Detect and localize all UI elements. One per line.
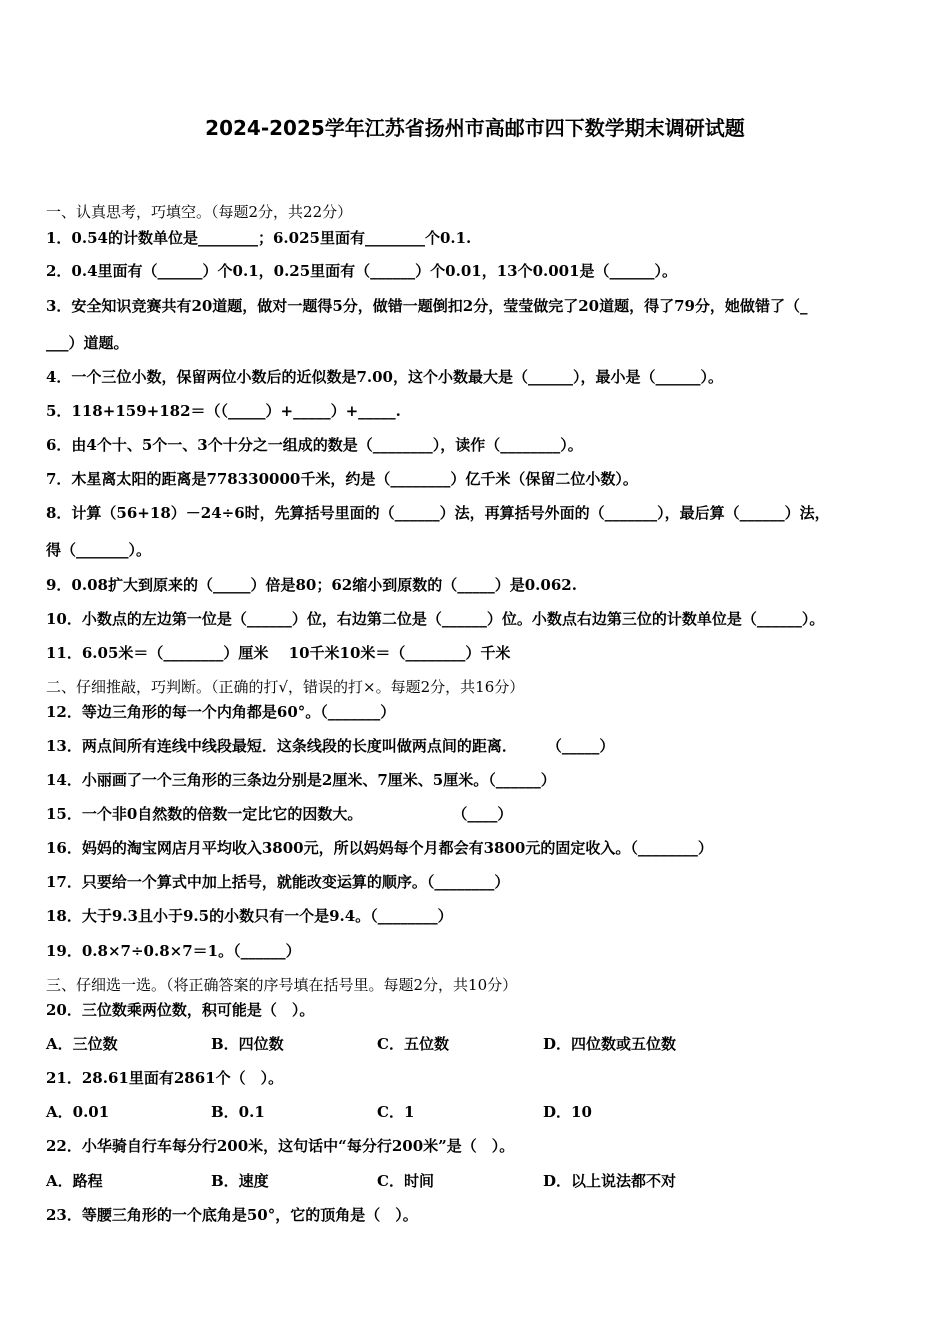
answer-option: D．四位数或五位数 xyxy=(543,1035,677,1053)
section-heading: 三、仔细选一选。（将正确答案的序号填在括号里。每题2分，共10分） xyxy=(46,976,518,994)
question-line: ___）道题。 xyxy=(46,334,129,352)
answer-option: D．以上说法都不对 xyxy=(543,1172,677,1190)
answer-option: B．速度 xyxy=(211,1172,269,1190)
question-line: 8．计算（56+18）－24÷6时，先算括号里面的（______）法，再算括号外面的（_______），最后算（______）法， xyxy=(46,504,830,522)
question-line: 6．由4个十、5个一、3个十分之一组成的数是（________），读作（________）。 xyxy=(46,436,583,454)
question-line: 得（_______）。 xyxy=(46,541,152,559)
question-line: 19．0.8×7÷0.8×7＝1。（______） xyxy=(46,942,301,960)
answer-option: D．10 xyxy=(543,1103,592,1121)
question-line: 17．只要给一个算式中加上括号，就能改变运算的顺序。（________） xyxy=(46,873,510,891)
answer-option: C．五位数 xyxy=(377,1035,449,1053)
section-heading: 一、认真思考，巧填空。（每题2分，共22分） xyxy=(46,203,353,221)
question-line: 15．一个非0自然数的倍数一定比它的因数大。 （____） xyxy=(46,805,513,823)
question-line: 18．大于9.3且小于9.5的小数只有一个是9.4。（________） xyxy=(46,907,453,925)
answer-option: C．1 xyxy=(377,1103,415,1121)
question-line: 21．28.61里面有2861个（ ）。 xyxy=(46,1069,284,1087)
question-line: 13．两点间所有连线中线段最短．这条线段的长度叫做两点间的距离． （_____） xyxy=(46,737,615,755)
section-heading: 二、仔细推敲，巧判断。（正确的打√，错误的打×。每题2分，共16分） xyxy=(46,678,525,696)
question-line: 14．小丽画了一个三角形的三条边分别是2厘米、7厘米、5厘米。（______） xyxy=(46,771,556,789)
question-line: 5．118+159+182＝（（_____）+_____）+_____. xyxy=(46,402,401,420)
question-line: 4．一个三位小数，保留两位小数后的近似数是7.00，这个小数最大是（______），最小是（______）。 xyxy=(46,368,723,386)
question-line: 3．安全知识竞赛共有20道题，做对一题得5分，做错一题倒扣2分，莹莹做完了20道题，得了79分，她做错了（_ xyxy=(46,297,808,315)
question-line: 20．三位数乘两位数，积可能是（ ）。 xyxy=(46,1001,315,1019)
question-line: 11．6.05米＝（________）厘米 10千米10米＝（________）千米 xyxy=(46,644,511,662)
question-line: 12．等边三角形的每一个内角都是60°。（_______） xyxy=(46,703,396,721)
question-line: 22．小华骑自行车每分行200米，这句话中“每分行200米”是（ ）。 xyxy=(46,1137,515,1155)
question-line: 2．0.4里面有（______）个0.1，0.25里面有（______）个0.01，13个0.001是（______）。 xyxy=(46,262,678,280)
answer-option: C．时间 xyxy=(377,1172,434,1190)
answer-option: B．四位数 xyxy=(211,1035,284,1053)
question-line: 9．0.08扩大到原来的（_____）倍是80；62缩小到原数的（_____）是0.062. xyxy=(46,576,577,594)
question-line: 10．小数点的左边第一位是（______）位，右边第二位是（______）位。小数点右边第三位的计数单位是（______）。 xyxy=(46,610,825,628)
question-line: 7．木星离太阳的距离是778330000千米，约是（________）亿千米（保留二位小数）。 xyxy=(46,470,638,488)
answer-option: A．三位数 xyxy=(46,1035,118,1053)
answer-option: B．0.1 xyxy=(211,1103,265,1121)
question-line: 1．0.54的计数单位是________；6.025里面有________个0.1. xyxy=(46,229,472,247)
question-line: 23．等腰三角形的一个底角是50°，它的顶角是（ ）。 xyxy=(46,1206,418,1224)
answer-option: A．0.01 xyxy=(46,1103,110,1121)
page-title: 2024-2025学年江苏省扬州市高邮市四下数学期末调研试题 xyxy=(205,116,745,140)
answer-option: A．路程 xyxy=(46,1172,103,1190)
question-line: 16．妈妈的淘宝网店月平均收入3800元，所以妈妈每个月都会有3800元的固定收入。（________） xyxy=(46,839,713,857)
